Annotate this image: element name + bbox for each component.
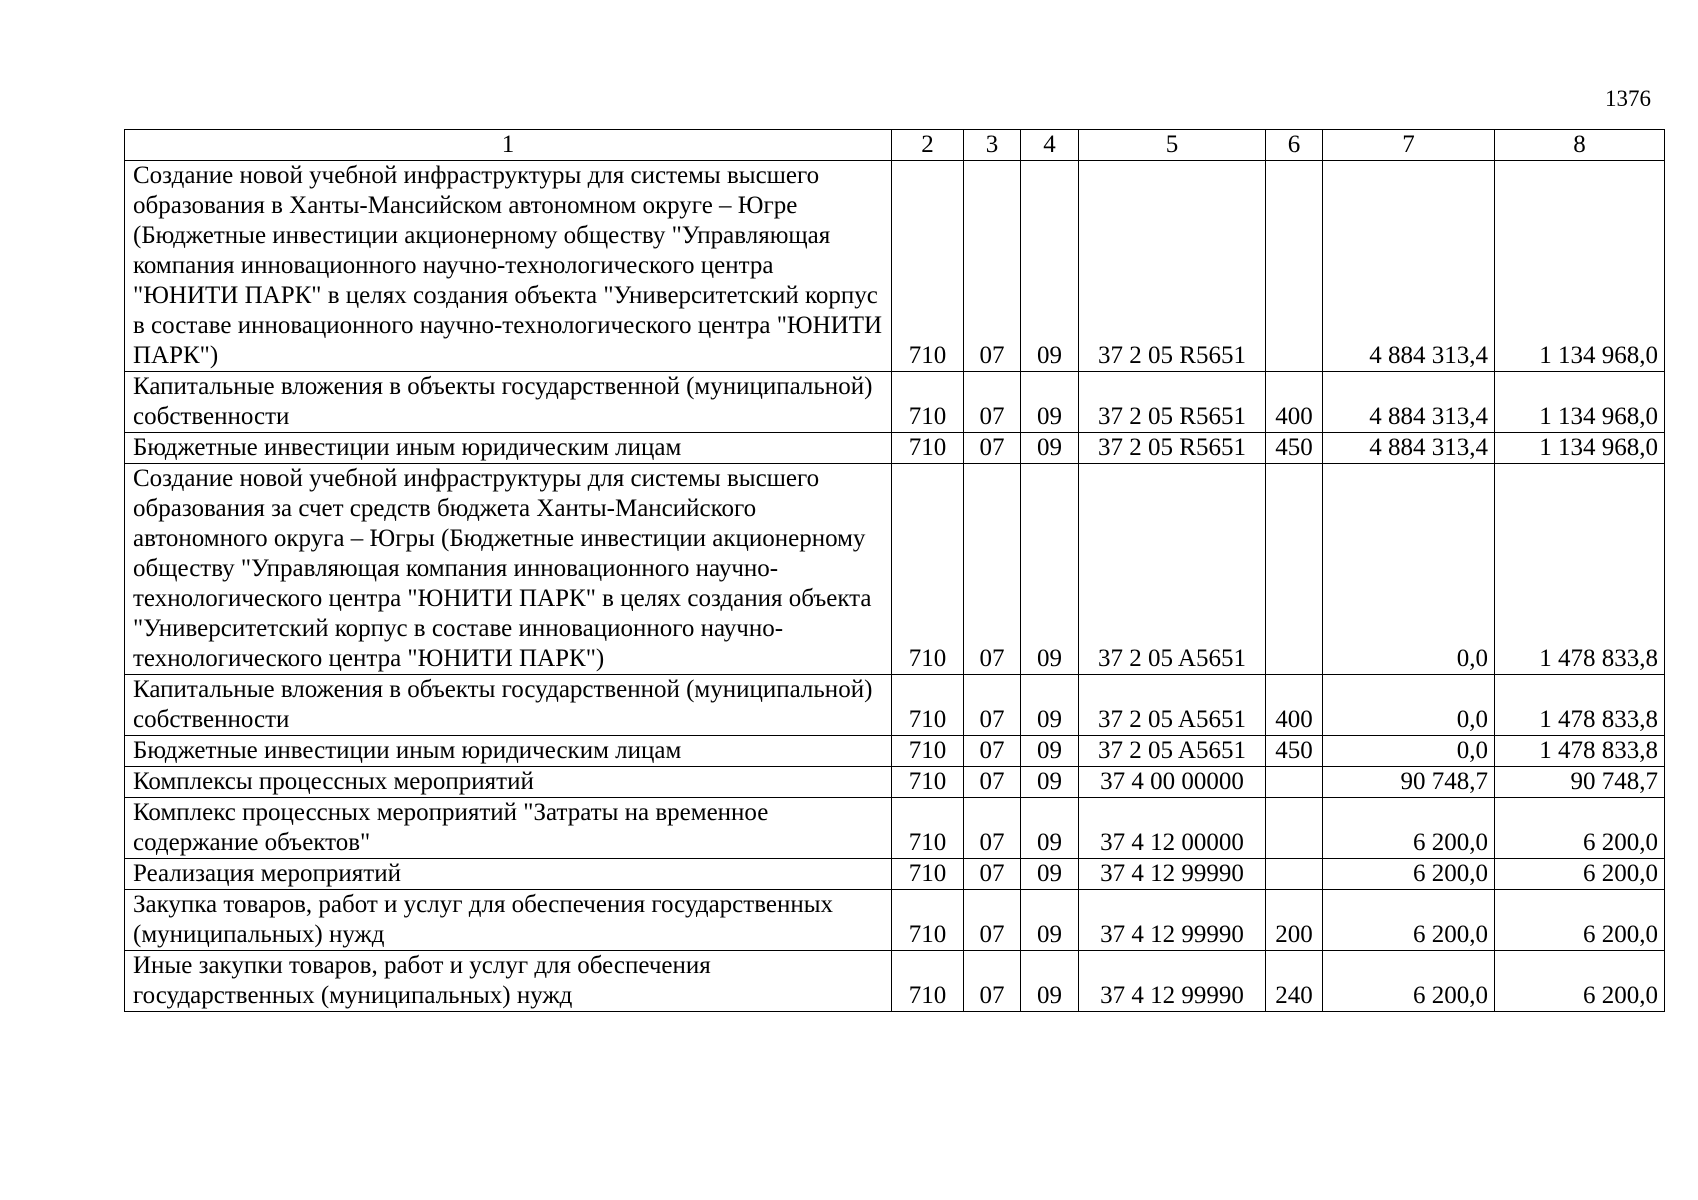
row-name: Комплексы процессных мероприятий — [125, 767, 892, 798]
row-amount-1: 0,0 — [1323, 464, 1495, 675]
row-target-article: 37 2 05 A5651 — [1079, 736, 1266, 767]
row-ministry-code: 710 — [892, 675, 964, 736]
row-ministry-code: 710 — [892, 464, 964, 675]
row-section-code: 07 — [964, 798, 1021, 859]
row-amount-2: 1 478 833,8 — [1495, 675, 1665, 736]
header-col-7: 7 — [1323, 130, 1495, 161]
row-amount-2: 1 478 833,8 — [1495, 464, 1665, 675]
row-ministry-code: 710 — [892, 161, 964, 372]
row-section-code: 07 — [964, 161, 1021, 372]
row-expense-type: 450 — [1266, 433, 1323, 464]
row-section-code: 07 — [964, 951, 1021, 1012]
row-expense-type — [1266, 464, 1323, 675]
row-expense-type: 400 — [1266, 675, 1323, 736]
row-target-article: 37 4 12 99990 — [1079, 859, 1266, 890]
row-name: Комплекс процессных мероприятий "Затраты на временное содержание объектов" — [125, 798, 892, 859]
row-ministry-code: 710 — [892, 890, 964, 951]
row-expense-type: 400 — [1266, 372, 1323, 433]
row-section-code: 07 — [964, 859, 1021, 890]
row-subsection-code: 09 — [1021, 736, 1079, 767]
header-col-1: 1 — [125, 130, 892, 161]
header-col-5: 5 — [1079, 130, 1266, 161]
row-ministry-code: 710 — [892, 798, 964, 859]
row-section-code: 07 — [964, 372, 1021, 433]
row-expense-type — [1266, 798, 1323, 859]
table-row — [125, 859, 1665, 890]
table-row — [125, 798, 1665, 859]
row-section-code: 07 — [964, 890, 1021, 951]
row-target-article: 37 4 00 00000 — [1079, 767, 1266, 798]
row-target-article: 37 2 05 R5651 — [1079, 433, 1266, 464]
row-amount-2: 1 134 968,0 — [1495, 372, 1665, 433]
header-row — [125, 130, 1665, 161]
row-subsection-code: 09 — [1021, 675, 1079, 736]
row-amount-1: 0,0 — [1323, 675, 1495, 736]
row-subsection-code: 09 — [1021, 798, 1079, 859]
row-target-article: 37 2 05 A5651 — [1079, 464, 1266, 675]
header-col-8: 8 — [1495, 130, 1665, 161]
table-row — [125, 736, 1665, 767]
row-name: Иные закупки товаров, работ и услуг для обеспечения государственных (муниципальных) нужд — [125, 951, 892, 1012]
row-subsection-code: 09 — [1021, 859, 1079, 890]
row-amount-2: 1 134 968,0 — [1495, 161, 1665, 372]
row-amount-1: 0,0 — [1323, 736, 1495, 767]
row-amount-1: 6 200,0 — [1323, 890, 1495, 951]
row-section-code: 07 — [964, 433, 1021, 464]
row-name: Капитальные вложения в объекты государственной (муниципальной) собственности — [125, 372, 892, 433]
row-name: Реализация мероприятий — [125, 859, 892, 890]
row-amount-2: 90 748,7 — [1495, 767, 1665, 798]
row-amount-1: 6 200,0 — [1323, 951, 1495, 1012]
row-amount-2: 6 200,0 — [1495, 951, 1665, 1012]
row-target-article: 37 4 12 99990 — [1079, 951, 1266, 1012]
row-target-article: 37 2 05 A5651 — [1079, 675, 1266, 736]
row-section-code: 07 — [964, 767, 1021, 798]
table-row — [125, 767, 1665, 798]
row-subsection-code: 09 — [1021, 433, 1079, 464]
row-name: Бюджетные инвестиции иным юридическим лицам — [125, 736, 892, 767]
row-ministry-code: 710 — [892, 433, 964, 464]
header-col-2: 2 — [892, 130, 964, 161]
row-name: Создание новой учебной инфраструктуры для системы высшего образования за счет средств бюджета Ханты-Мансийского автономного округа – Югры (Бюджетные инвестиции акционерному обществу "Управляющая компания инновационного научно-технологического центра "ЮНИТИ ПАРК" в целях создания объекта "Университетский корпус в составе инновационного научно-технологического центра "ЮНИТИ ПАРК") — [125, 464, 892, 675]
row-ministry-code: 710 — [892, 736, 964, 767]
row-amount-1: 90 748,7 — [1323, 767, 1495, 798]
row-name: Капитальные вложения в объекты государственной (муниципальной) собственности — [125, 675, 892, 736]
budget-table — [124, 129, 1665, 1012]
row-amount-1: 4 884 313,4 — [1323, 161, 1495, 372]
row-amount-2: 1 478 833,8 — [1495, 736, 1665, 767]
row-ministry-code: 710 — [892, 372, 964, 433]
row-amount-1: 4 884 313,4 — [1323, 372, 1495, 433]
row-expense-type — [1266, 767, 1323, 798]
row-amount-1: 4 884 313,4 — [1323, 433, 1495, 464]
row-expense-type — [1266, 859, 1323, 890]
row-amount-2: 6 200,0 — [1495, 859, 1665, 890]
row-amount-2: 6 200,0 — [1495, 798, 1665, 859]
row-amount-2: 1 134 968,0 — [1495, 433, 1665, 464]
row-ministry-code: 710 — [892, 951, 964, 1012]
row-name: Закупка товаров, работ и услуг для обеспечения государственных (муниципальных) нужд — [125, 890, 892, 951]
table-row — [125, 890, 1665, 951]
table-row — [125, 675, 1665, 736]
row-amount-1: 6 200,0 — [1323, 859, 1495, 890]
table-row — [125, 951, 1665, 1012]
row-target-article: 37 2 05 R5651 — [1079, 372, 1266, 433]
row-amount-1: 6 200,0 — [1323, 798, 1495, 859]
row-section-code: 07 — [964, 464, 1021, 675]
page-number: 1376 — [1605, 86, 1651, 111]
row-name: Создание новой учебной инфраструктуры для системы высшего образования в Ханты-Мансийском автономном округе – Югре (Бюджетные инвестиции акционерному обществу "Управляющая компания инновационного научно-технологического центра "ЮНИТИ ПАРК" в целях создания объекта "Университетский корпус в составе инновационного научно-технологического центра "ЮНИТИ ПАРК") — [125, 161, 892, 372]
row-subsection-code: 09 — [1021, 951, 1079, 1012]
table-row — [125, 433, 1665, 464]
row-subsection-code: 09 — [1021, 161, 1079, 372]
row-expense-type: 240 — [1266, 951, 1323, 1012]
row-target-article: 37 2 05 R5651 — [1079, 161, 1266, 372]
header-col-4: 4 — [1021, 130, 1079, 161]
header-col-6: 6 — [1266, 130, 1323, 161]
row-section-code: 07 — [964, 736, 1021, 767]
row-target-article: 37 4 12 00000 — [1079, 798, 1266, 859]
header-col-3: 3 — [964, 130, 1021, 161]
row-expense-type: 450 — [1266, 736, 1323, 767]
row-target-article: 37 4 12 99990 — [1079, 890, 1266, 951]
row-subsection-code: 09 — [1021, 464, 1079, 675]
row-ministry-code: 710 — [892, 767, 964, 798]
row-ministry-code: 710 — [892, 859, 964, 890]
table-row — [125, 464, 1665, 675]
row-name: Бюджетные инвестиции иным юридическим лицам — [125, 433, 892, 464]
row-section-code: 07 — [964, 675, 1021, 736]
row-subsection-code: 09 — [1021, 890, 1079, 951]
row-expense-type — [1266, 161, 1323, 372]
row-expense-type: 200 — [1266, 890, 1323, 951]
row-subsection-code: 09 — [1021, 767, 1079, 798]
table-row — [125, 372, 1665, 433]
row-subsection-code: 09 — [1021, 372, 1079, 433]
table-row — [125, 161, 1665, 372]
row-amount-2: 6 200,0 — [1495, 890, 1665, 951]
